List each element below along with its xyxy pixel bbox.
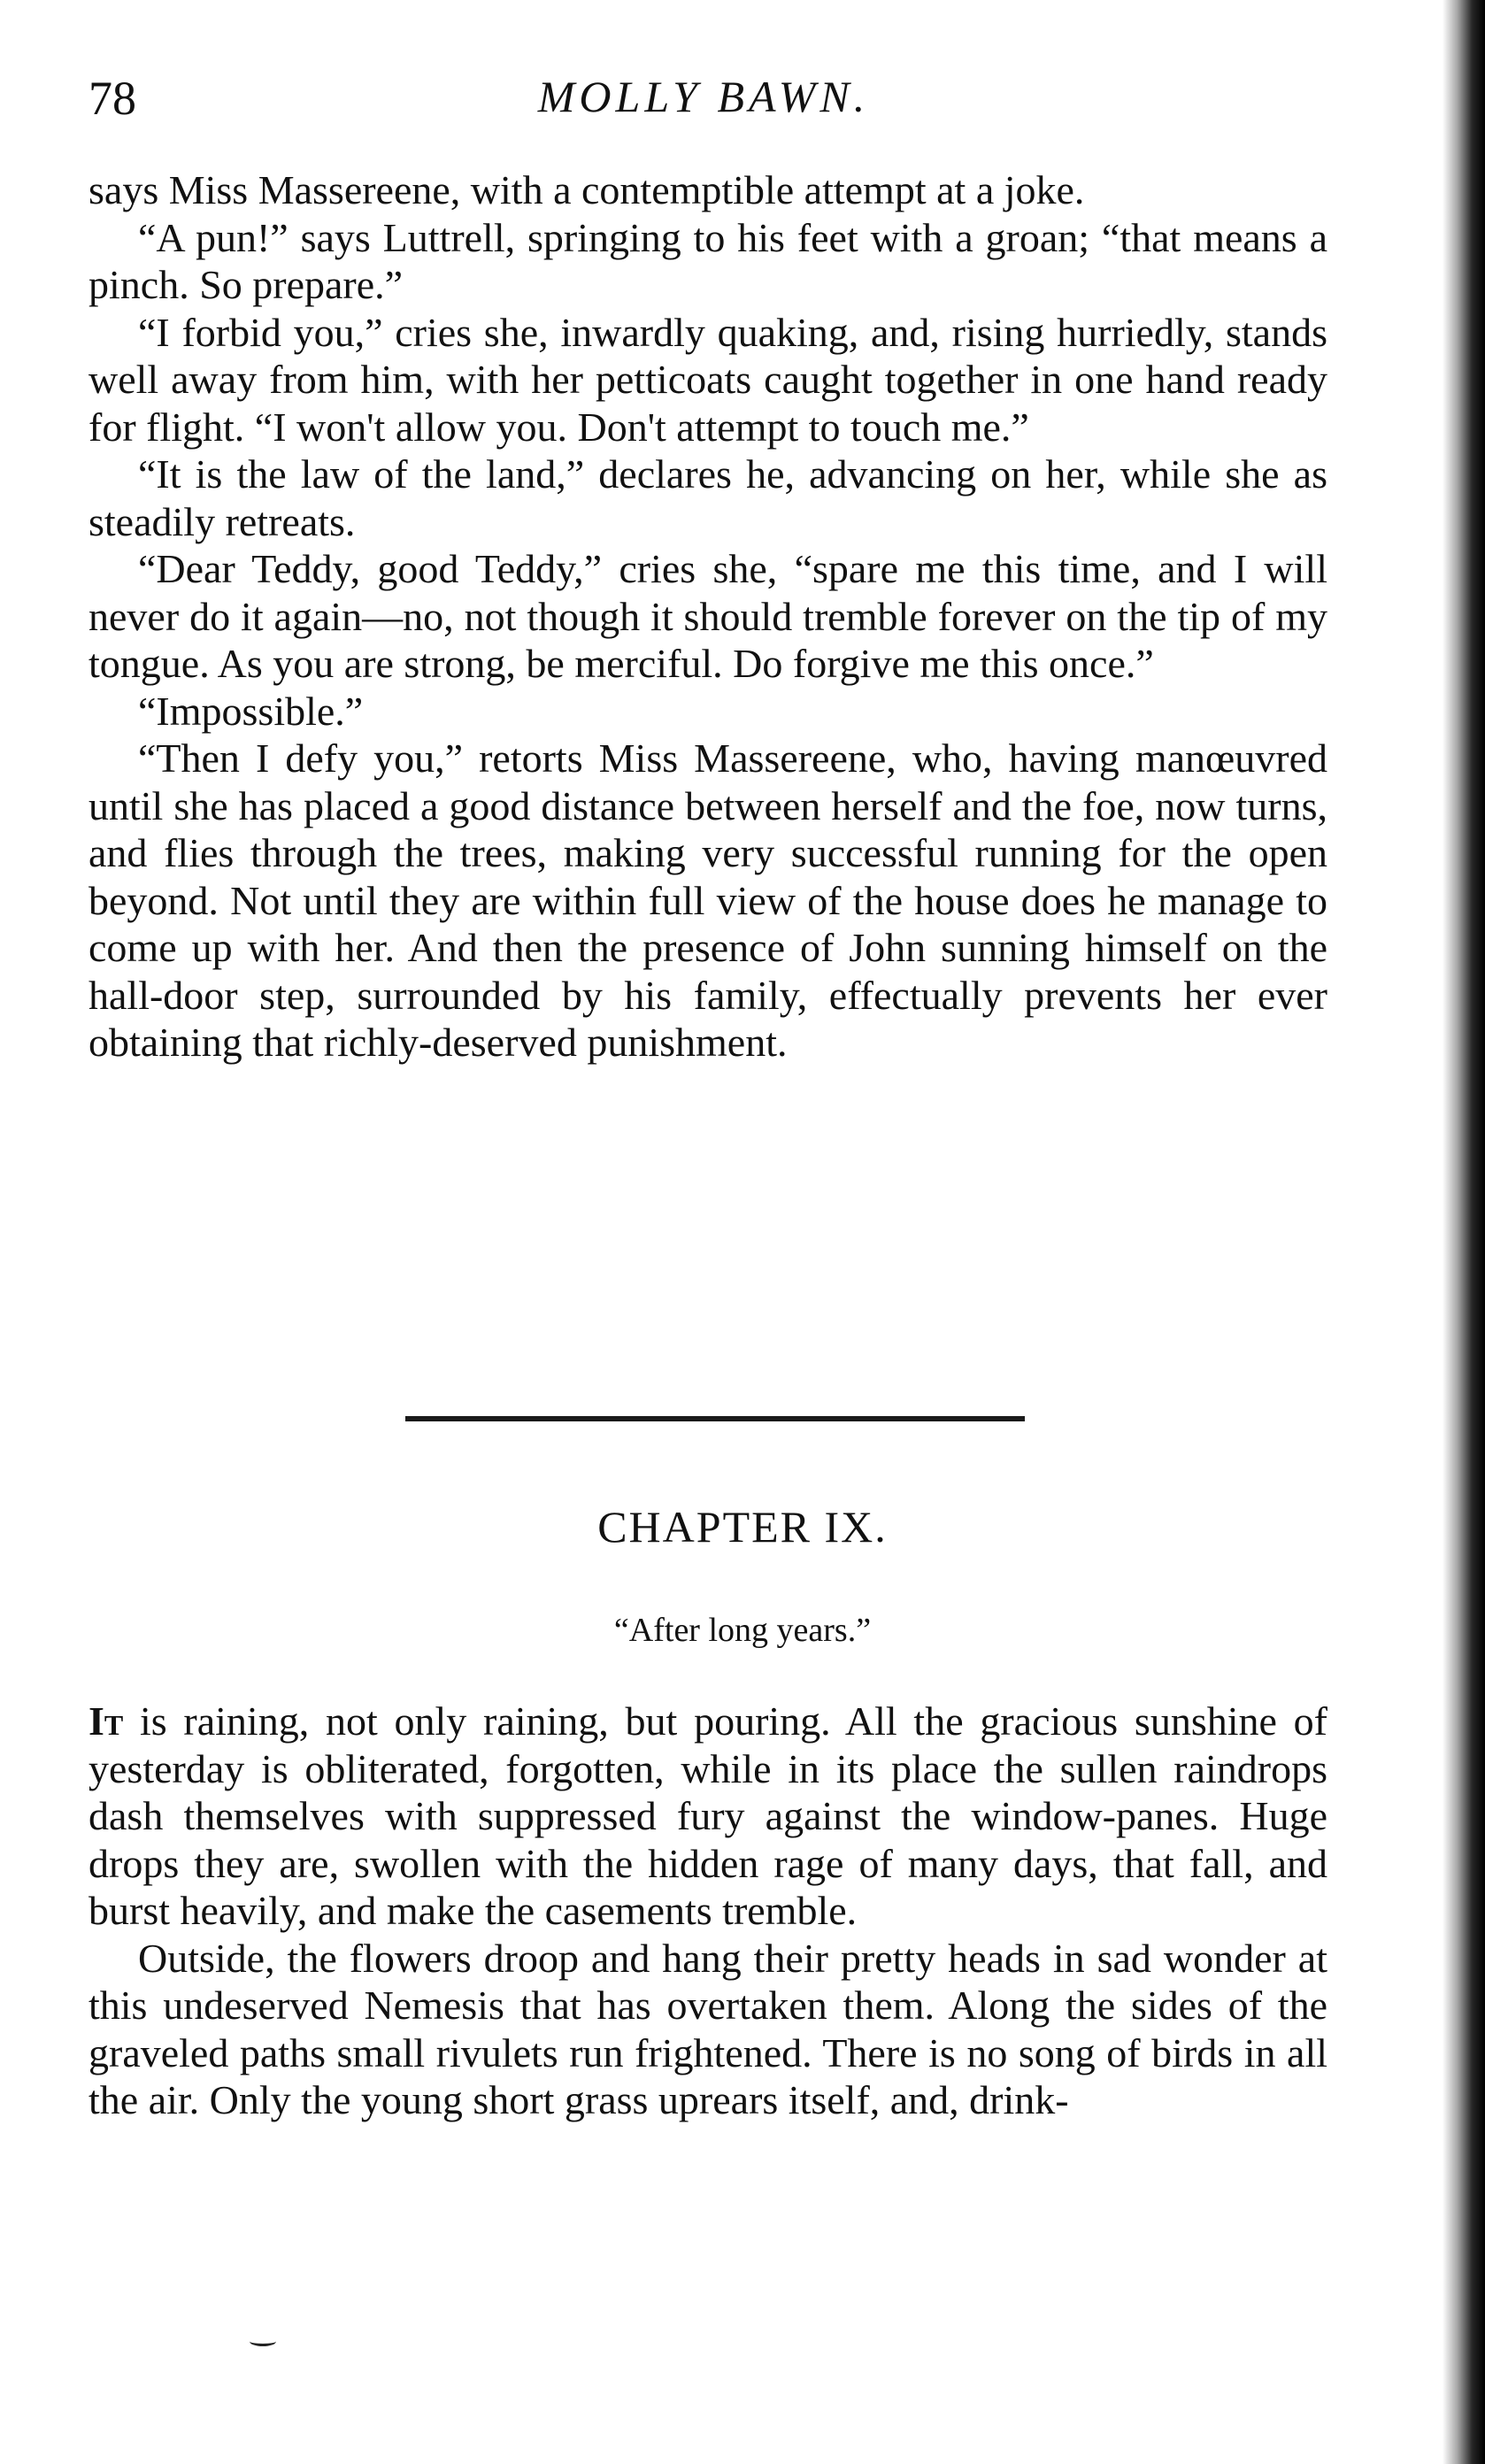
paragraph: “I forbid you,” cries she, inwardly quaking, and, rising hurriedly, stands well away from him, with her petticoats caught together in one hand ready for flight. “I won't allow you. Don't attempt to touch me.” bbox=[88, 309, 1327, 450]
section-divider-rule bbox=[405, 1416, 1025, 1421]
paragraph: says Miss Massereene, with a contemptible attempt at a joke. bbox=[88, 167, 1085, 212]
paragraph: “It is the law of the land,” declares he, advancing on her, while she as steadily retreats. bbox=[88, 451, 1327, 544]
chapter-text bbox=[88, 1698, 1327, 2124]
chapter-lead-word: It bbox=[88, 1698, 124, 1744]
page-header bbox=[88, 71, 1319, 133]
running-head: MOLLY BAWN. bbox=[537, 72, 870, 121]
print-mark bbox=[250, 2337, 276, 2346]
paragraph: “Then I defy you,” retorts Miss Massereene, who, having manœuvred until she has placed a good distance between herself and the foe, now turns, and flies through the trees, making very successful running for the open beyond. Not until they are within full view of the house does he manage to come up with her. And then the presence of John sunning himself on the hall-door step, surrounded by his family, effectually prevents her ever obtaining that richly-deserved punishment. bbox=[88, 735, 1327, 1065]
chapter-paragraph: Outside, the flowers droop and hang their pretty heads in sad wonder at this undeserved Nemesis that has overtaken them. Along the sides of the graveled paths small rivulets run frightened. There is no song of birds in all the air. Only the young short grass uprears itself, and, drink- bbox=[88, 1935, 1327, 2122]
page-edge-shadow bbox=[1443, 0, 1485, 2464]
chapter-epigraph: “After long years.” bbox=[613, 1612, 872, 1649]
body-text bbox=[88, 166, 1327, 1066]
paragraph: “A pun!” says Luttrell, springing to his feet with a groan; “that means a pinch. So prepare.” bbox=[88, 214, 1327, 307]
paragraph: “Impossible.” bbox=[138, 688, 364, 734]
chapter-paragraph bbox=[88, 1698, 1327, 1935]
chapter-paragraph-text: is raining, not only raining, but pouring. All the gracious sunshine of yesterday is obliterated, forgotten, while in its place the sullen raindrops dash themselves with suppressed fury against the window-panes. Huge drops they are, swollen with the hidden rage of many days, that fall, and burst heavily, and make the casements tremble. bbox=[88, 1698, 1327, 1933]
paragraph: “Dear Teddy, good Teddy,” cries she, “spare me this time, and I will never do it again—no, not though it should tremble forever on the tip of my tongue. As you are strong, be merciful. Do forgive me this once.” bbox=[88, 546, 1327, 686]
page-number: 78 bbox=[88, 72, 136, 125]
chapter-title: CHAPTER IX. bbox=[597, 1502, 888, 1552]
